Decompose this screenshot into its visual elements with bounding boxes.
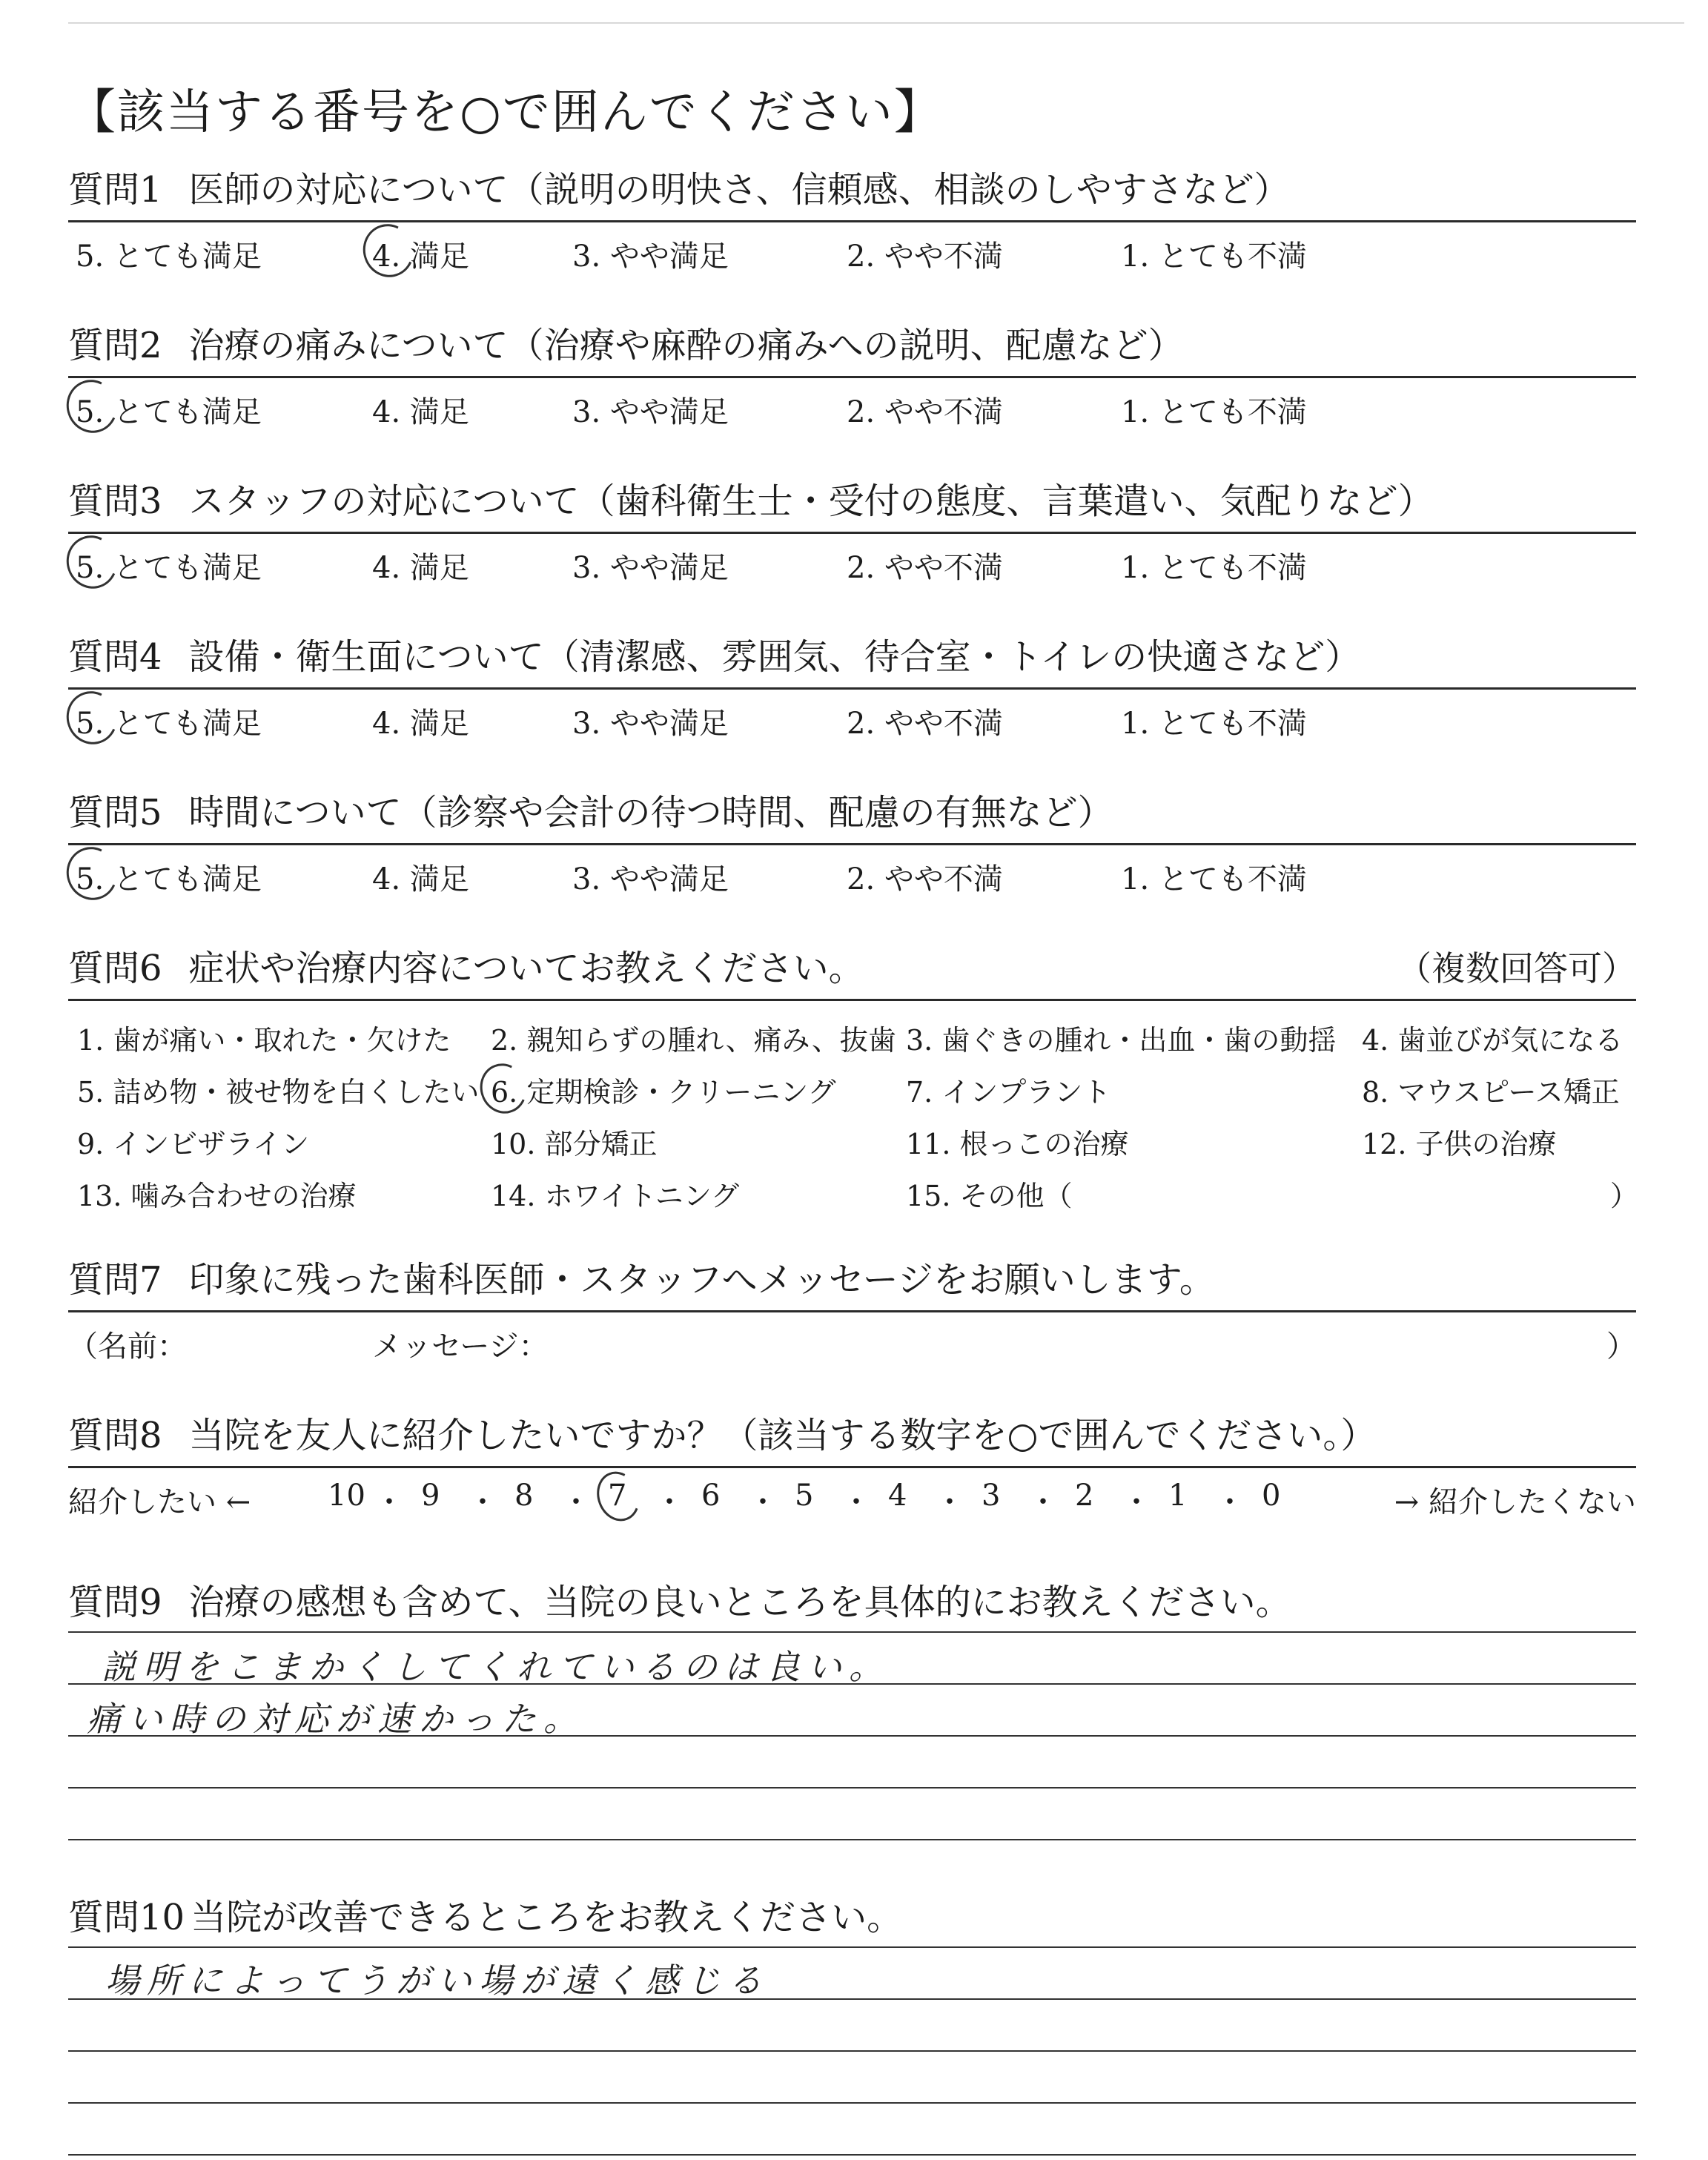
rating-options xyxy=(68,845,1636,896)
rating-options xyxy=(68,534,1636,585)
rating-option-3[interactable]: 3. やや満足 xyxy=(572,707,729,741)
question-10 xyxy=(68,1895,1636,1941)
question-text: 治療の痛みについて（治療や麻酔の痛みへの説明、配慮など） xyxy=(188,325,1184,366)
question-text: 印象に残った歯科医師・スタッフへメッセージをお願いします。 xyxy=(188,1259,1215,1301)
page-heading: 【該当する番号を○で囲んでください】 xyxy=(68,85,943,140)
q9-answer-line-1: 説明をこまかくしてくれているのは良い。 xyxy=(102,1647,890,1687)
rating-option-3[interactable]: 3. やや満足 xyxy=(572,240,729,274)
scale-value-3[interactable]: 3 xyxy=(982,1479,1001,1513)
question-1 xyxy=(68,167,1636,274)
question-number: 質問4 xyxy=(68,636,162,678)
scale-separator: ・ xyxy=(1028,1485,1058,1519)
rating-option-1[interactable]: 1. とても不満 xyxy=(1121,395,1307,429)
scale-value-9[interactable]: 9 xyxy=(421,1479,440,1513)
question-text: 当院が改善できるところをお教えください。 xyxy=(191,1897,903,1938)
question-3 xyxy=(68,478,1636,585)
rating-option-2[interactable]: 2. やや不満 xyxy=(847,395,1003,429)
rating-options xyxy=(68,690,1636,741)
question-number: 質問5 xyxy=(68,792,162,833)
rating-option-5[interactable]: 5. とても満足 xyxy=(76,862,262,896)
question-text: 症状や治療内容についてお教えください。 xyxy=(188,948,864,989)
scale-value-7[interactable]: 7 xyxy=(608,1479,627,1513)
rating-option-4[interactable]: 4. 満足 xyxy=(372,862,469,896)
question-text: 時間について（診察や会計の待つ時間、配慮の有無など） xyxy=(188,792,1113,833)
recommend-right-label: → 紹介したくない xyxy=(1394,1485,1636,1519)
symptom-option-3[interactable]: 3. 歯ぐきの腫れ・出血・歯の動揺 xyxy=(906,1024,1337,1057)
scale-value-8[interactable]: 8 xyxy=(514,1479,534,1513)
question-text: 医師の対応について（説明の明快さ、信頼感、相談のしやすさなど） xyxy=(188,169,1290,211)
recommend-left-label: 紹介したい ← xyxy=(68,1485,251,1519)
rating-option-2[interactable]: 2. やや不満 xyxy=(847,862,1003,896)
symptom-option-2[interactable]: 2. 親知らずの腫れ、痛み、抜歯 xyxy=(491,1024,896,1057)
rating-option-1[interactable]: 1. とても不満 xyxy=(1121,707,1307,741)
scale-separator: ・ xyxy=(374,1485,404,1519)
scale-value-5[interactable]: 5 xyxy=(795,1479,814,1513)
symptom-option-12[interactable]: 12. 子供の治療 xyxy=(1362,1128,1557,1160)
question-number: 質問8 xyxy=(68,1415,162,1456)
question-2 xyxy=(68,323,1636,429)
question-5 xyxy=(68,790,1636,896)
q10-answer-line-1: 場所によってうがい場が遠く感じる xyxy=(105,1961,769,2001)
question-number: 質問3 xyxy=(68,480,162,522)
scale-separator: ・ xyxy=(468,1485,497,1519)
name-label: （名前： xyxy=(68,1330,187,1364)
multiple-answers-note: （複数回答可） xyxy=(1397,948,1636,988)
symptom-option-13[interactable]: 13. 噛み合わせの治療 xyxy=(77,1180,357,1212)
scale-value-10[interactable]: 10 xyxy=(328,1479,365,1513)
question-6 xyxy=(68,945,1639,1212)
other-close-paren: ） xyxy=(1610,1180,1639,1212)
question-text: スタッフの対応について（歯科衛生士・受付の態度、言葉遣い、気配りなど） xyxy=(188,480,1434,522)
symptom-option-10[interactable]: 10. 部分矯正 xyxy=(491,1128,658,1160)
rating-options xyxy=(68,222,1636,274)
scale-value-2[interactable]: 2 xyxy=(1075,1479,1094,1513)
rating-option-3[interactable]: 3. やや満足 xyxy=(572,862,729,896)
scale-value-6[interactable]: 6 xyxy=(701,1479,721,1513)
rating-option-3[interactable]: 3. やや満足 xyxy=(572,395,729,429)
symptom-option-15[interactable]: 15. その他（ xyxy=(906,1180,1073,1212)
rating-option-5[interactable]: 5. とても満足 xyxy=(76,240,262,274)
question-8 xyxy=(68,1413,1636,1519)
rating-option-4[interactable]: 4. 満足 xyxy=(372,707,469,741)
scale-separator: ・ xyxy=(841,1485,871,1519)
selected-circle-mark xyxy=(473,1057,534,1120)
symptom-option-1[interactable]: 1. 歯が痛い・取れた・欠けた xyxy=(77,1024,451,1057)
rating-option-1[interactable]: 1. とても不満 xyxy=(1121,551,1307,585)
symptom-option-11[interactable]: 11. 根っこの治療 xyxy=(906,1128,1129,1160)
message-close: ） xyxy=(1606,1330,1636,1364)
scale-separator: ・ xyxy=(748,1485,778,1519)
rating-option-2[interactable]: 2. やや不満 xyxy=(847,551,1003,585)
symptom-option-5[interactable]: 5. 詰め物・被せ物を白くしたい xyxy=(77,1076,480,1109)
symptom-options xyxy=(68,1001,1639,1212)
question-number: 質問6 xyxy=(68,948,162,989)
scale-separator: ・ xyxy=(1122,1485,1151,1519)
symptom-option-4[interactable]: 4. 歯並びが気になる xyxy=(1362,1024,1623,1057)
scale-separator: ・ xyxy=(935,1485,964,1519)
scale-separator: ・ xyxy=(1215,1485,1245,1519)
rating-option-2[interactable]: 2. やや不満 xyxy=(847,240,1003,274)
scale-value-4[interactable]: 4 xyxy=(888,1479,907,1513)
question-9 xyxy=(68,1579,1636,1625)
question-number: 質問1 xyxy=(68,169,162,211)
question-text: 設備・衛生面について（清潔感、雰囲気、待合室・トイレの快適さなど） xyxy=(188,636,1361,678)
rating-option-5[interactable]: 5. とても満足 xyxy=(76,707,262,741)
scale-value-1[interactable]: 1 xyxy=(1168,1479,1188,1513)
symptom-option-9[interactable]: 9. インビザライン xyxy=(77,1128,310,1160)
selected-circle-mark xyxy=(590,1465,646,1527)
scale-value-0[interactable]: 0 xyxy=(1262,1479,1281,1513)
symptom-option-6[interactable]: 6. 定期検診・クリーニング xyxy=(491,1076,836,1109)
question-text: 治療の感想も含めて、当院の良いところを具体的にお教えください。 xyxy=(188,1582,1291,1623)
question-number: 質問10 xyxy=(68,1897,185,1938)
rating-option-2[interactable]: 2. やや不満 xyxy=(847,707,1003,741)
q9-answer-line-2: 痛い時の対応が速かった。 xyxy=(87,1699,585,1739)
scale-separator: ・ xyxy=(655,1485,684,1519)
message-label: メッセージ： xyxy=(372,1330,549,1364)
rating-option-5[interactable]: 5. とても満足 xyxy=(76,551,262,585)
symptom-option-7[interactable]: 7. インプラント xyxy=(906,1076,1111,1109)
question-number: 質問2 xyxy=(68,325,162,366)
question-7 xyxy=(68,1257,1636,1364)
rating-option-4[interactable]: 4. 満足 xyxy=(372,395,469,429)
top-border xyxy=(68,22,1684,24)
rating-option-3[interactable]: 3. やや満足 xyxy=(572,551,729,585)
rating-option-1[interactable]: 1. とても不満 xyxy=(1121,862,1307,896)
scale-separator: ・ xyxy=(561,1485,591,1519)
rating-options xyxy=(68,378,1636,429)
question-4 xyxy=(68,634,1636,741)
question-number: 質問9 xyxy=(68,1582,162,1623)
symptom-option-14[interactable]: 14. ホワイトニング xyxy=(491,1180,740,1212)
rating-option-1[interactable]: 1. とても不満 xyxy=(1121,240,1307,274)
question-text: 当院を友人に紹介したいですか？（該当する数字を○で囲んでください。） xyxy=(188,1415,1377,1456)
rating-option-4[interactable]: 4. 満足 xyxy=(372,240,469,274)
rating-option-4[interactable]: 4. 満足 xyxy=(372,551,469,585)
rating-option-5[interactable]: 5. とても満足 xyxy=(76,395,262,429)
symptom-option-8[interactable]: 8. マウスピース矯正 xyxy=(1362,1076,1620,1109)
question-number: 質問7 xyxy=(68,1259,162,1301)
